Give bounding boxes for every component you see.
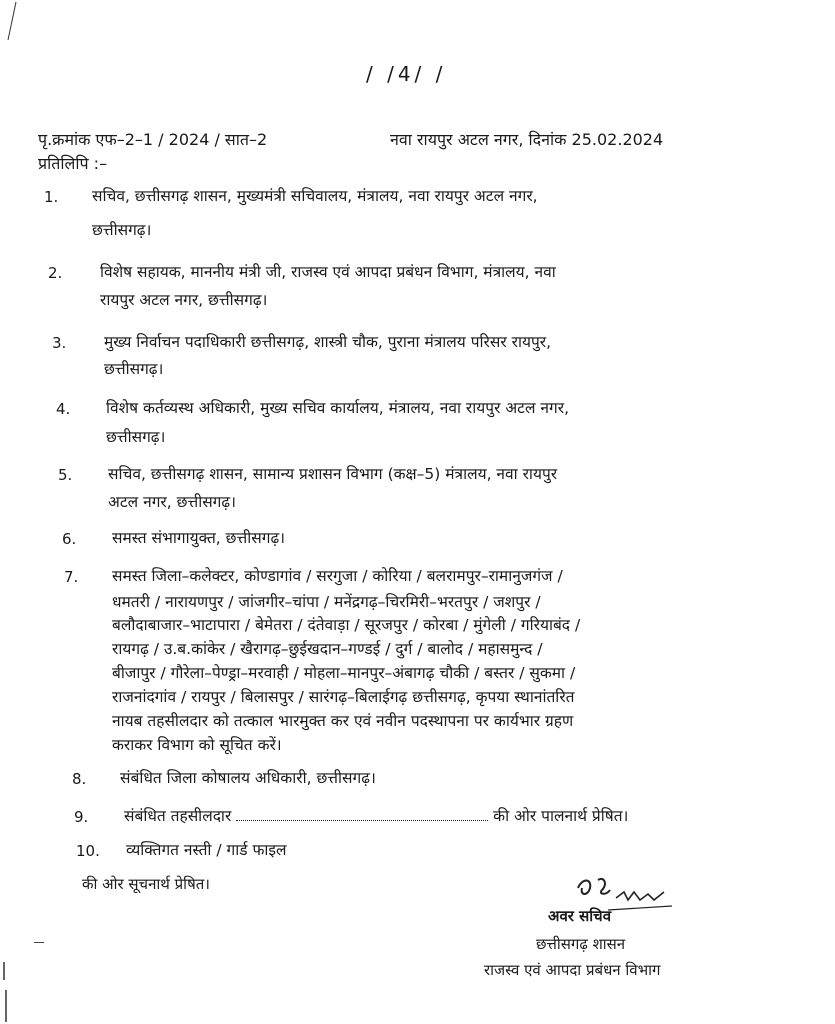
item-number: 5. [58, 466, 73, 484]
item-text-line: संबंधित जिला कोषालय अधिकारी, छत्तीसगढ़। [120, 769, 376, 787]
page-number: / /4/ / [366, 62, 447, 86]
item-text-line: रायगढ़ / उ.ब.कांकेर / खैरागढ़–छुईखदान–गण्डई / दुर्ग / बालोद / महासमुन्द / [112, 640, 543, 658]
item-text-line: बीजापुर / गौरेला–पेण्ड्रा–मरवाही / मोहला–मानपुर–अंबागढ़ चौकी / बस्तर / सुकमा / [112, 664, 576, 682]
item-text-part: संबंधित तहसीलदार [124, 807, 232, 825]
item-text-line: नायब तहसीलदार को तत्काल भारमुक्त कर एवं नवीन पदस्थापना पर कार्यभार ग्रहण [112, 712, 574, 730]
item-text-line: अटल नगर, छत्तीसगढ़। [108, 493, 237, 511]
scan-edge-mark [0, 960, 12, 1024]
reference-number: पृ.क्रमांक एफ–2–1 / 2024 / सात–2 [38, 130, 268, 149]
item-number: 6. [62, 530, 77, 548]
footer-note: की ओर सूचनार्थ प्रेषित। [82, 875, 210, 893]
item-number: 7. [64, 568, 79, 586]
item-number: 8. [72, 770, 87, 788]
item-text-line: विशेष कर्तव्यस्थ अधिकारी, मुख्य सचिव कार्यालय, मंत्रालय, नवा रायपुर अटल नगर, [106, 399, 570, 417]
item-text-line: रायपुर अटल नगर, छत्तीसगढ़। [100, 291, 268, 309]
item-text-line: व्यक्तिगत नस्ती / गार्ड फाइल [126, 841, 287, 859]
item-number: 10. [76, 842, 100, 860]
item-number: 4. [56, 400, 71, 418]
item-number: 1. [44, 188, 59, 206]
item-text-line: समस्त जिला–कलेक्टर, कोण्डागांव / सरगुजा / कोरिया / बलरामपुर–रामानुजगंज / [112, 567, 563, 585]
item-number: 3. [52, 334, 67, 352]
item-text-line: विशेष सहायक, माननीय मंत्री जी, राजस्व एवं आपदा प्रबंधन विभाग, मंत्रालय, नवा [100, 263, 556, 281]
copy-label: प्रतिलिपि :– [38, 154, 108, 173]
item-text-line: सचिव, छत्तीसगढ़ शासन, मुख्यमंत्री सचिवालय, मंत्रालय, नवा रायपुर अटल नगर, [92, 187, 538, 205]
item-text-line: छत्तीसगढ़। [92, 221, 152, 239]
signatory-government: छत्तीसगढ़ शासन [536, 935, 626, 953]
item-text-line: धमतरी / नारायणपुर / जांजगीर–चांपा / मनेंद्रगढ़–चिरमिरी–भरतपुर / जशपुर / [112, 593, 541, 611]
signatory-department: राजस्व एवं आपदा प्रबंधन विभाग [484, 961, 661, 979]
item-text-line: समस्त संभागायुक्त, छत्तीसगढ़। [112, 529, 286, 547]
item-text-part: की ओर पालनार्थ प्रेषित। [493, 807, 629, 825]
item-number: 9. [74, 808, 89, 826]
item-text-line: राजनांदगांव / रायपुर / बिलासपुर / सारंगढ़–बिलाईगढ़ छत्तीसगढ़, कृपया स्थानांतरित [112, 688, 575, 706]
blank-fill-line [236, 808, 488, 821]
scan-dash-mark [34, 942, 44, 943]
item-text-line [124, 804, 628, 826]
signatory-designation: अवर सचिव [548, 907, 612, 925]
item-text-line: बलौदाबाजार–भाटापारा / बेमेतरा / दंतेवाड़ा / सूरजपुर / कोरबा / मुंगेली / गरियाबंद / [112, 616, 581, 634]
item-text-line: कराकर विभाग को सूचित करें। [112, 736, 282, 754]
place-and-date: नवा रायपुर अटल नगर, दिनांक 25.02.2024 [390, 130, 664, 149]
item-text-line: सचिव, छत्तीसगढ़ शासन, सामान्य प्रशासन विभाग (कक्ष–5) मंत्रालय, नवा रायपुर [108, 465, 558, 483]
scan-margin-mark [2, 0, 22, 60]
item-text-line: छत्तीसगढ़। [104, 360, 164, 378]
item-text-line: मुख्य निर्वाचन पदाधिकारी छत्तीसगढ़, शास्त्री चौक, पुराना मंत्रालय परिसर रायपुर, [104, 333, 552, 351]
item-number: 2. [48, 264, 63, 282]
item-text-line: छत्तीसगढ़। [106, 428, 166, 446]
